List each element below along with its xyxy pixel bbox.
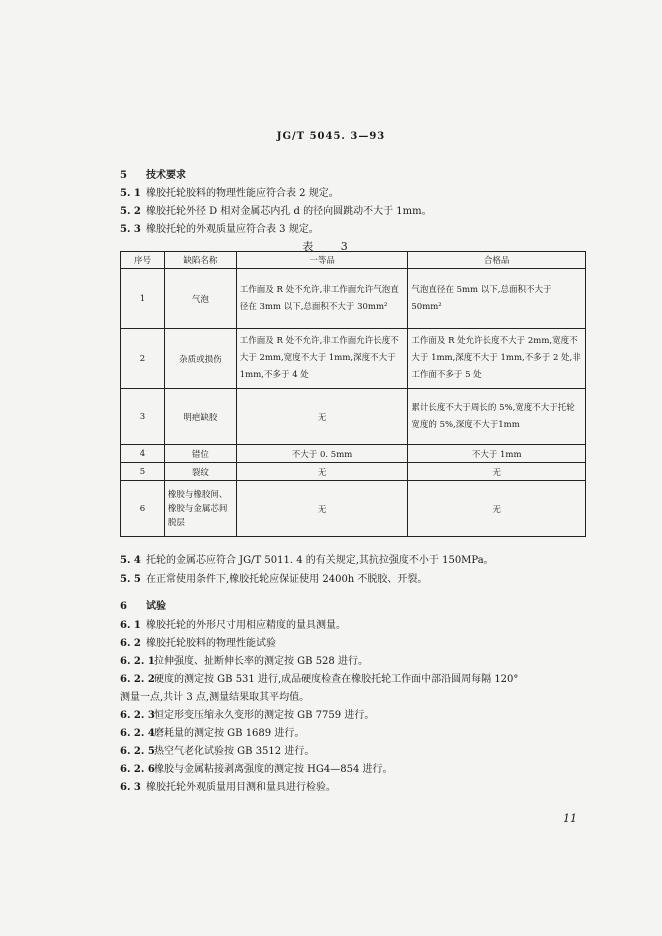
header-no: 序号 <box>121 252 165 269</box>
clause-text: 橡胶托轮的外形尺寸用相应精度的量具测量。 <box>146 620 346 631</box>
clause-5-2 <box>120 202 432 217</box>
clause-text: 在正常使用条件下,橡胶托轮应保证使用 2400h 不脱胶、开裂。 <box>146 574 428 585</box>
cell-defect: 错位 <box>164 445 236 463</box>
defect-table <box>120 251 586 537</box>
cell-qualified: 无 <box>408 481 586 537</box>
cell-defect: 裂纹 <box>164 463 236 481</box>
clause-text: 橡胶托轮胶料的物理性能试验 <box>146 638 276 649</box>
cell-qualified: 无 <box>408 463 586 481</box>
clause-5-5 <box>120 570 427 585</box>
clause-6-2-4 <box>120 724 304 739</box>
clause-text: 热空气老化试验按 GB 3512 进行。 <box>154 746 315 757</box>
clause-number: 5. 1 <box>120 188 141 199</box>
standard-header: JG/T 5045. 3—93 <box>276 131 386 142</box>
table-row <box>121 329 586 389</box>
table-row <box>121 445 586 463</box>
cell-defect: 橡胶与橡胶间、橡胶与金属芯间脱层 <box>164 481 236 537</box>
clause-number: 5. 2 <box>120 206 141 217</box>
clause-text: 橡胶托轮的外观质量应符合表 3 规定。 <box>146 224 319 235</box>
cell-defect: 明疤缺胶 <box>164 389 236 445</box>
clause-number: 6. 2. 2 <box>120 674 155 685</box>
clause-text: 硬度的测定按 GB 531 进行,成品硬度检查在橡胶托轮工作面中部沿圆周每隔 120° <box>154 674 519 685</box>
cell-qualified: 工作面及 R 处允许长度不大于 2mm,宽度不大于 1mm,深度不大于 1mm,不多于 2 处,非工作面不多于 5 处 <box>408 329 586 389</box>
cell-first-grade: 工作面及 R 处不允许,非工作面允许长度不大于 2mm,宽度不大于 1mm,深度不大于 1mm,不多于 4 处 <box>236 329 408 389</box>
cell-no: 6 <box>121 481 165 537</box>
clause-6-1 <box>120 616 346 631</box>
clause-number: 6. 2. 6 <box>120 764 155 775</box>
clause-number: 6. 2. 5 <box>120 746 155 757</box>
table-row <box>121 389 586 445</box>
clause-number: 5. 5 <box>120 574 141 585</box>
clause-number: 6. 2. 1 <box>120 656 155 667</box>
section-title: 试验 <box>146 601 166 612</box>
header-first-grade: 一等品 <box>236 252 408 269</box>
cell-defect: 气泡 <box>164 269 236 329</box>
clause-text: 橡胶托轮外观质量用目测和量具进行检验。 <box>146 782 336 793</box>
clause-6-2-1 <box>120 652 368 667</box>
clause-6-2-2-continued <box>120 688 309 703</box>
cell-qualified: 不大于 1mm <box>408 445 586 463</box>
section-5-heading <box>120 166 186 181</box>
table-row <box>121 269 586 329</box>
table-row <box>121 463 586 481</box>
header-qualified: 合格品 <box>408 252 586 269</box>
clause-5-4 <box>120 551 494 566</box>
clause-number: 6. 2. 4 <box>120 728 155 739</box>
clause-text: 橡胶托轮外径 D 相对金属芯内孔 d 的径向圆跳动不大于 1mm。 <box>146 206 432 217</box>
clause-text: 橡胶托轮胶料的物理性能应符合表 2 规定。 <box>146 188 339 199</box>
cell-defect: 杂质或损伤 <box>164 329 236 389</box>
clause-number: 6. 2. 3 <box>120 710 155 721</box>
cell-no: 1 <box>121 269 165 329</box>
clause-6-2 <box>120 634 276 649</box>
clause-text: 橡胶与金属粘接剥离强度的测定按 HG4—854 进行。 <box>154 764 393 775</box>
clause-6-2-5 <box>120 742 314 757</box>
clause-text: 拉伸强度、扯断伸长率的测定按 GB 528 进行。 <box>154 656 368 667</box>
section-number: 5 <box>120 170 127 181</box>
cell-first-grade: 工作面及 R 处不允许,非工作面允许气泡直径在 3mm 以下,总面积不大于 30mm² <box>236 269 408 329</box>
section-6-heading <box>120 597 166 612</box>
clause-number: 5. 3 <box>120 224 141 235</box>
clause-number: 5. 4 <box>120 555 141 566</box>
cell-no: 2 <box>121 329 165 389</box>
clause-number: 6. 1 <box>120 620 141 631</box>
clause-text: 磨耗量的测定按 GB 1689 进行。 <box>154 728 305 739</box>
clause-text: 恒定形变压缩永久变形的测定按 GB 7759 进行。 <box>154 710 375 721</box>
cell-qualified: 累计长度不大于周长的 5%,宽度不大于托轮宽度的 5%,深度不大于1mm <box>408 389 586 445</box>
clause-5-3 <box>120 220 319 235</box>
clause-text: 托轮的金属芯应符合 JG/T 5011. 4 的有关规定,其抗拉强度不小于 150MPa。 <box>146 555 494 566</box>
cell-first-grade: 无 <box>236 481 408 537</box>
clause-6-2-2 <box>120 670 518 685</box>
cell-no: 5 <box>121 463 165 481</box>
cell-first-grade: 无 <box>236 463 408 481</box>
clause-6-2-3 <box>120 706 374 721</box>
cell-no: 3 <box>121 389 165 445</box>
clause-6-3 <box>120 778 336 793</box>
table-caption: 表 3 <box>302 240 360 253</box>
cell-first-grade: 无 <box>236 389 408 445</box>
cell-qualified: 气泡直径在 5mm 以下,总面积不大于 50mm² <box>408 269 586 329</box>
clause-number: 6. 3 <box>120 782 141 793</box>
cell-first-grade: 不大于 0. 5mm <box>236 445 408 463</box>
section-title: 技术要求 <box>146 170 186 181</box>
clause-text: 测量一点,共计 3 点,测量结果取其平均值。 <box>120 692 310 703</box>
table-header-row <box>121 252 586 269</box>
clause-5-1 <box>120 184 339 199</box>
clause-6-2-6 <box>120 760 393 775</box>
section-number: 6 <box>120 601 127 612</box>
header-defect: 缺陷名称 <box>164 252 236 269</box>
clause-number: 6. 2 <box>120 638 141 649</box>
cell-no: 4 <box>121 445 165 463</box>
page-number: 11 <box>563 812 577 825</box>
table-row <box>121 481 586 537</box>
